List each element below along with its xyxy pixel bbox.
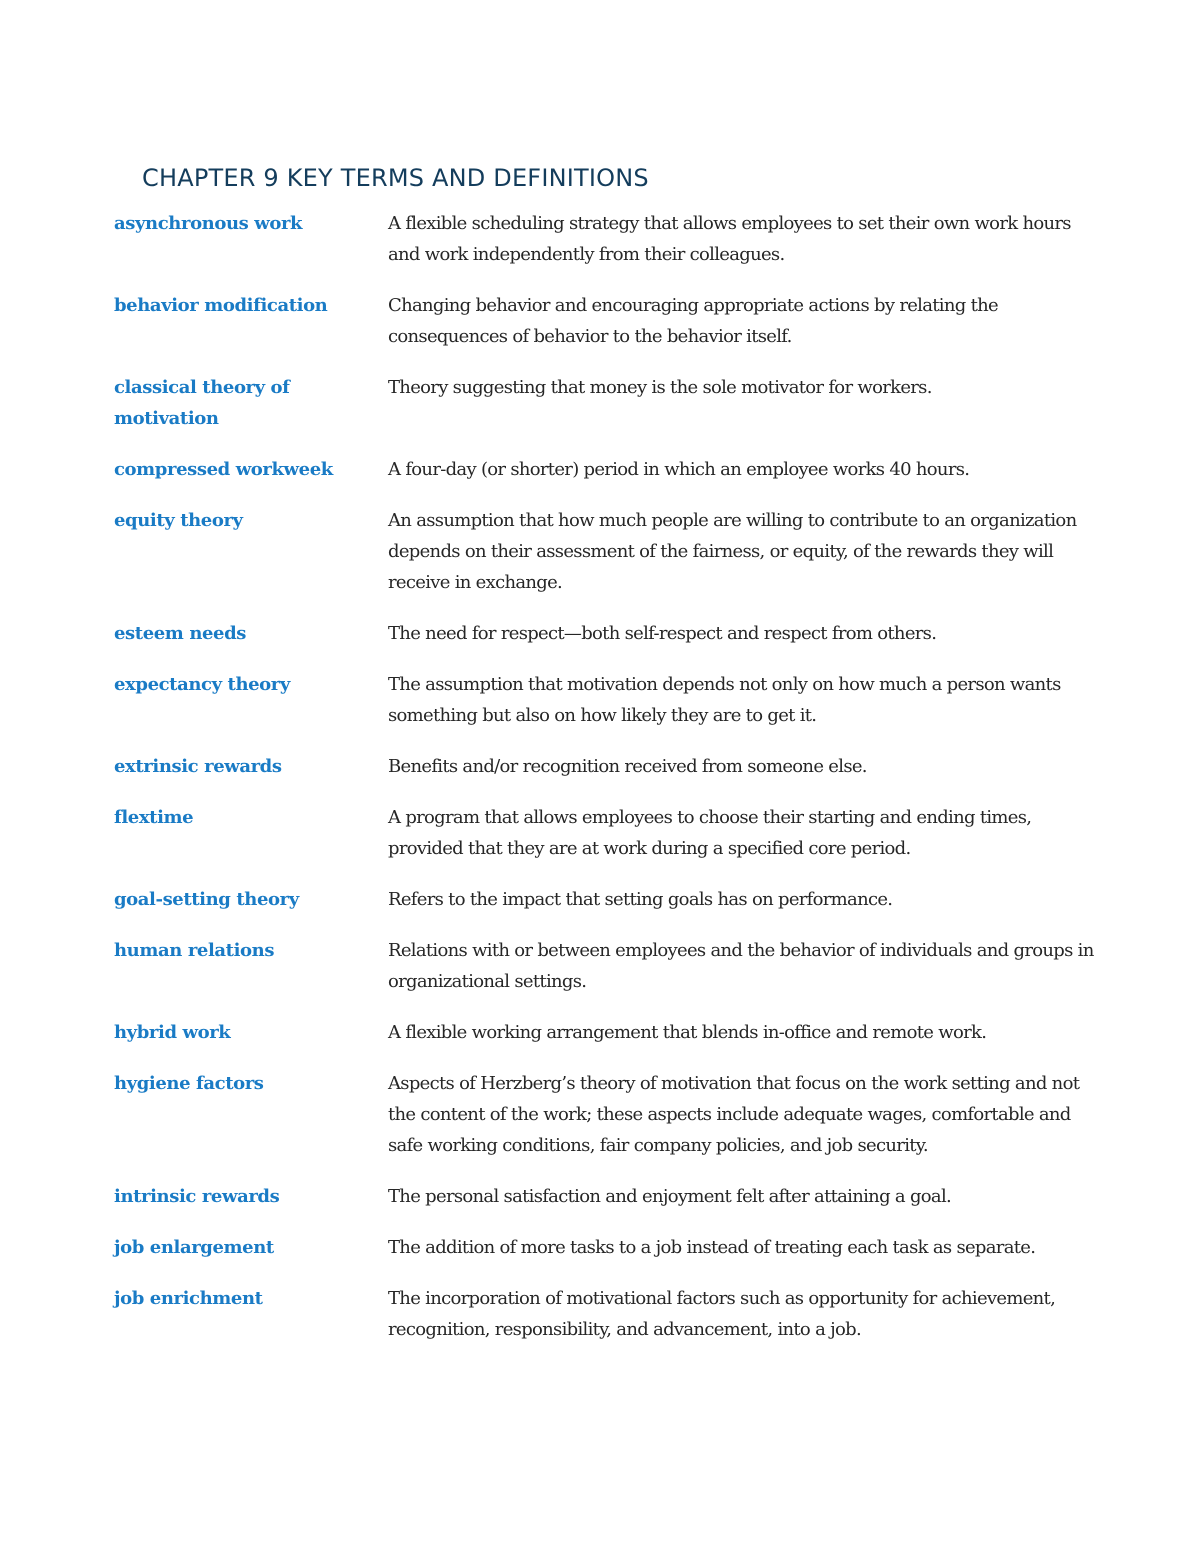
glossary-definition: A program that allows employees to choose their starting and ending times, provided that they are at work during a specified core period.	[388, 807, 1032, 859]
glossary-entry	[114, 884, 1104, 915]
glossary-definition: The incorporation of motivational factors such as opportunity for achievement, recognition, responsibility, and advancement, into a job.	[388, 1288, 1056, 1340]
glossary-entry	[114, 1232, 1104, 1263]
glossary-definition: Theory suggesting that money is the sole motivator for workers.	[388, 377, 932, 398]
glossary-definition: The personal satisfaction and enjoyment felt after attaining a goal.	[388, 1186, 952, 1207]
glossary-term: flextime	[114, 807, 194, 828]
glossary-definition: A four-day (or shorter) period in which an employee works 40 hours.	[388, 459, 970, 480]
chapter-title: CHAPTER 9 KEY TERMS AND DEFINITIONS	[142, 164, 649, 192]
glossary-entry	[114, 372, 1104, 434]
glossary-term: esteem needs	[114, 623, 247, 644]
glossary-term: equity theory	[114, 510, 243, 531]
glossary-entry	[114, 802, 1104, 864]
glossary-entry	[114, 1017, 1104, 1048]
glossary-term: hygiene factors	[114, 1073, 264, 1094]
glossary-definition: A flexible scheduling strategy that allows employees to set their own work hours and work independently from their colleagues.	[388, 213, 1071, 265]
glossary-term: expectancy theory	[114, 674, 290, 695]
glossary-entry	[114, 669, 1104, 731]
glossary-definition: The need for respect—both self-respect and respect from others.	[388, 623, 937, 644]
glossary-term: human relations	[114, 940, 275, 961]
glossary-entry	[114, 618, 1104, 649]
glossary-list	[114, 208, 1104, 1365]
glossary-definition: A flexible working arrangement that blends in-office and remote work.	[388, 1022, 987, 1043]
glossary-term: compressed workweek	[114, 459, 333, 480]
glossary-entry	[114, 290, 1104, 352]
glossary-term: hybrid work	[114, 1022, 231, 1043]
glossary-definition: Relations with or between employees and the behavior of individuals and groups in organizational settings.	[388, 940, 1094, 992]
glossary-entry	[114, 935, 1104, 997]
glossary-definition: Refers to the impact that setting goals has on performance.	[388, 889, 893, 910]
glossary-term: asynchronous work	[114, 213, 303, 234]
glossary-definition: An assumption that how much people are willing to contribute to an organization depends on their assessment of the fairness, or equity, of the rewards they will receive in exchange.	[388, 510, 1077, 593]
glossary-term: job enrichment	[114, 1288, 263, 1309]
glossary-entry	[114, 454, 1104, 485]
glossary-entry	[114, 1181, 1104, 1212]
glossary-definition: The addition of more tasks to a job instead of treating each task as separate.	[388, 1237, 1036, 1258]
glossary-entry	[114, 505, 1104, 598]
glossary-term: intrinsic rewards	[114, 1186, 280, 1207]
glossary-definition: Benefits and/or recognition received from someone else.	[388, 756, 867, 777]
glossary-term: classical theory of motivation	[114, 377, 290, 429]
glossary-entry	[114, 1283, 1104, 1345]
glossary-term: behavior modification	[114, 295, 328, 316]
glossary-term: extrinsic rewards	[114, 756, 282, 777]
glossary-entry	[114, 751, 1104, 782]
glossary-entry	[114, 1068, 1104, 1161]
glossary-term: goal-setting theory	[114, 889, 299, 910]
glossary-definition: The assumption that motivation depends not only on how much a person wants something but also on how likely they are to get it.	[388, 674, 1061, 726]
glossary-entry	[114, 208, 1104, 270]
glossary-definition: Aspects of Herzberg’s theory of motivation that focus on the work setting and not the content of the work; these aspects include adequate wages, comfortable and safe working conditions, fair company policies, and job security.	[388, 1073, 1080, 1156]
glossary-term: job enlargement	[114, 1237, 274, 1258]
glossary-definition: Changing behavior and encouraging appropriate actions by relating the consequences of behavior to the behavior itself.	[388, 295, 998, 347]
